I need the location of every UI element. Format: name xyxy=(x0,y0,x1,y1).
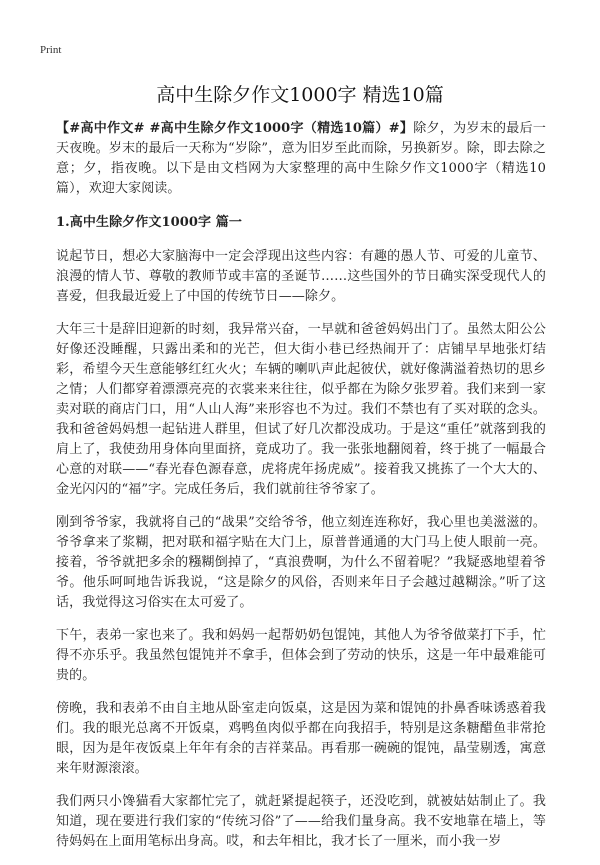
print-label[interactable]: Print xyxy=(40,44,62,56)
paragraph-3: 刚到爷爷家，我就将自己的“战果”交给爷爷，他立刻连连称好，我心里也美滋滋的。爷爷拿来了浆糊，把对联和福字贴在大门上，原普普通通的大门马上使人眼前一亮。接着，爷爷就把多余的糨糊倒掉了，“真浪费啊，为什么不留着呢？”我疑惑地望着爷爷。他乐呵呵地告诉我说，“这是除夕的风俗，否则来年日子会越过越糊涂。”听了这话，我觉得这习俗实在太可爱了。 xyxy=(56,515,546,610)
intro-text: 除夕，为岁末的最后一天夜晚。岁末的最后一天称为“岁除”，意为旧岁至此而除，另换新岁。除，即去除之意；夕，指夜晚。以下是由文档网为大家整理的高中生除夕作文1000字（精选10篇），欢迎大家阅读。 xyxy=(56,121,546,196)
article-body xyxy=(56,119,546,865)
paragraph-5: 傍晚，我和表弟不由自主地从卧室走向饭桌，这是因为菜和馄饨的扑鼻香味诱惑着我们。我的眼光总离不开饭桌，鸡鸭鱼肉似乎都在向我招手，特别是这条糖醋鱼非常抢眼，因为是年夜饭桌上年年有余的吉祥菜品。再看那一碗碗的馄饨，晶莹剔透，寓意来年财源滚滚。 xyxy=(56,701,546,776)
intro-paragraph xyxy=(56,119,546,199)
paragraph-2: 大年三十是辞旧迎新的时刻，我异常兴奋，一早就和爸爸妈妈出门了。虽然太阳公公好像还没睡醒，只露出柔和的光芒，但大街小巷已经热闹开了：店铺早早地张灯结彩，希望今天生意能够红红火火；车辆的喇叭声此起彼伏，就好像满溢着热切的思乡之情；人们都穿着漂漂亮亮的衣裳来来往往，似乎都在为除夕张罗着。我们来到一家卖对联的商店门口，用“人山人海”来形容也不为过。我们不禁也有了买对联的念头。我和爸爸妈妈想一起钻进人群里，但试了好几次都没成功。于是这“重任”就落到我的肩上了，我使劲用身体向里面挤，竟成功了。我一张张地翻阅着，终于挑了一幅最合心意的对联——“春光春色源春意，虎将虎年扬虎威”。接着我又挑拣了一个大大的、金光闪闪的“福”字。完成任务后，我们就前往爷爷家了。 xyxy=(56,322,546,497)
section-heading: 1.高中生除夕作文1000字 篇一 xyxy=(56,215,242,230)
page-title: 高中生除夕作文1000字 精选10篇 xyxy=(156,84,444,106)
paragraph-4: 下午，表弟一家也来了。我和妈妈一起帮奶奶包馄饨，其他人为爷爷做菜打下手，忙得不亦乐乎。我虽然包馄饨并不拿手，但体会到了劳动的快乐，这是一年中最难能可贵的。 xyxy=(56,628,546,683)
paragraph-6: 我们两只小馋猫看大家都忙完了，就赶紧提起筷子，还没吃到，就被姑姑制止了。我知道，现在要进行我们家的“传统习俗”了——给我们量身高。我不安地靠在墙上，等待妈妈在上面用笔标出身高。哎，和去年相比，我才长了一厘米，而小我一岁 xyxy=(56,794,546,849)
paragraph-1: 说起节日，想必大家脑海中一定会浮现出这些内容：有趣的愚人节、可爱的儿童节、浪漫的情人节、尊敬的教师节或丰富的圣诞节……这些国外的节日确实深受现代人的喜爱，但我最近爱上了中国的传统节日——除夕。 xyxy=(56,249,546,304)
intro-tag: 【#高中作文# #高中生除夕作文1000字（精选10篇）#】 xyxy=(56,121,414,136)
